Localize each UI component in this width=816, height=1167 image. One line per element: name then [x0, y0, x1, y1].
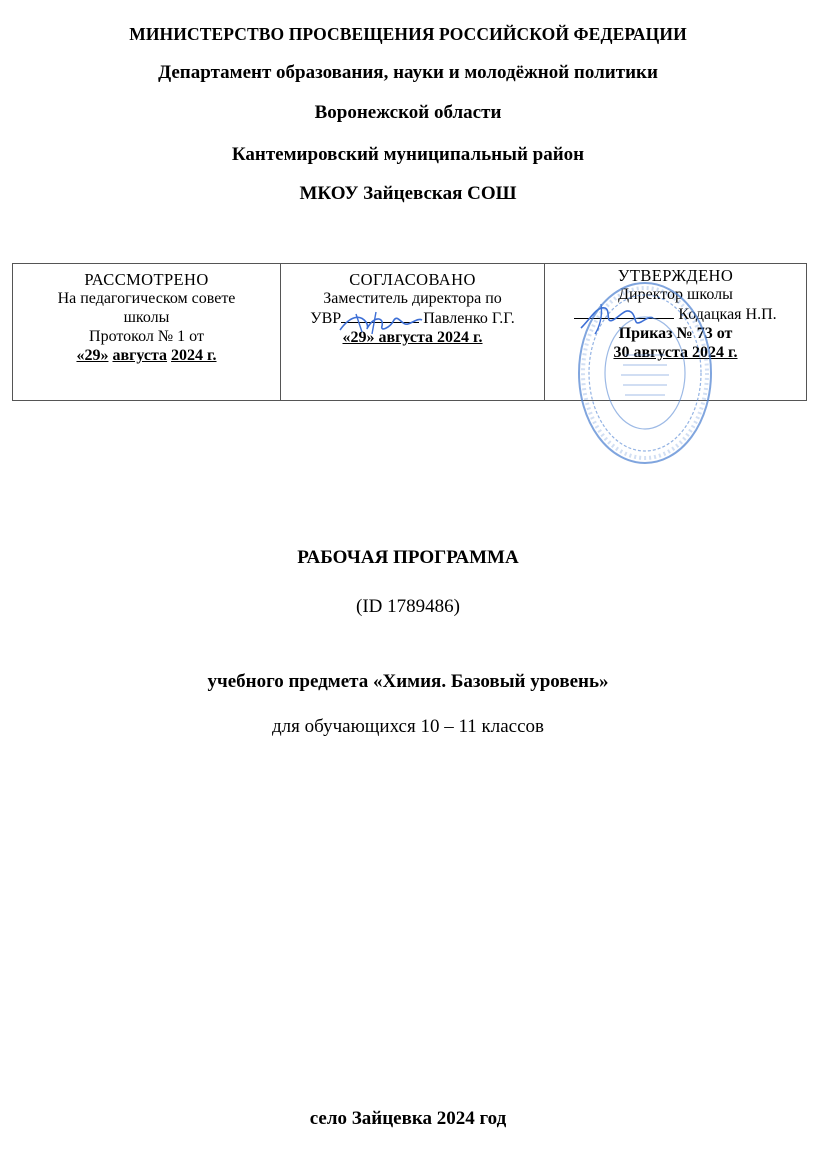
agreed-column [281, 264, 545, 400]
agreed-name: Павленко Г.Г. [423, 310, 515, 327]
approved-line1: Директор школы [618, 286, 733, 303]
agreed-title: СОГЛАСОВАНО [349, 270, 476, 289]
approved-order: Приказ № 73 от [618, 325, 733, 342]
program-subject: учебного предмета «Химия. Базовый уровень» [207, 671, 609, 692]
director-signature-underline [574, 304, 674, 319]
agreed-line1: Заместитель директора по [323, 290, 502, 307]
reviewed-line2: школы [123, 309, 170, 326]
approved-column [545, 264, 806, 400]
agreed-date: «29» августа 2024 г. [342, 329, 483, 346]
reviewed-date-day: «29» [76, 347, 109, 364]
approved-name: Кодацкая Н.П. [678, 306, 777, 323]
reviewed-column [13, 264, 281, 400]
approval-table [12, 263, 807, 401]
program-title: РАБОЧАЯ ПРОГРАММА [297, 547, 519, 568]
reviewed-date [13, 346, 280, 365]
reviewed-title: РАССМОТРЕНО [84, 270, 209, 289]
region-heading: Воронежской области [314, 102, 502, 123]
program-audience: для обучающихся 10 – 11 классов [272, 716, 544, 737]
reviewed-protocol: Протокол № 1 от [89, 328, 204, 345]
document-footer: село Зайцевка 2024 год [309, 1108, 507, 1129]
school-heading: МКОУ Зайцевская СОШ [299, 183, 517, 204]
reviewed-date-month: августа [112, 347, 168, 364]
reviewed-date-year: 2024 г. [171, 347, 217, 364]
district-heading: Кантемировский муниципальный район [231, 144, 585, 165]
department-heading: Департамент образования, науки и молодёжной политики [158, 62, 658, 83]
signature-underline [341, 308, 419, 323]
approved-date: 30 августа 2024 г. [613, 344, 738, 361]
approved-signature-line [545, 304, 806, 324]
approved-title: УТВЕРЖДЕНО [617, 266, 734, 285]
program-id: (ID 1789486) [356, 596, 460, 617]
agreed-signature-line [281, 308, 544, 328]
ministry-heading: МИНИСТЕРСТВО ПРОСВЕЩЕНИЯ РОССИЙСКОЙ ФЕДЕРАЦИИ [129, 24, 687, 44]
reviewed-line1: На педагогическом совете [57, 290, 236, 307]
agreed-role: УВР [310, 310, 342, 327]
